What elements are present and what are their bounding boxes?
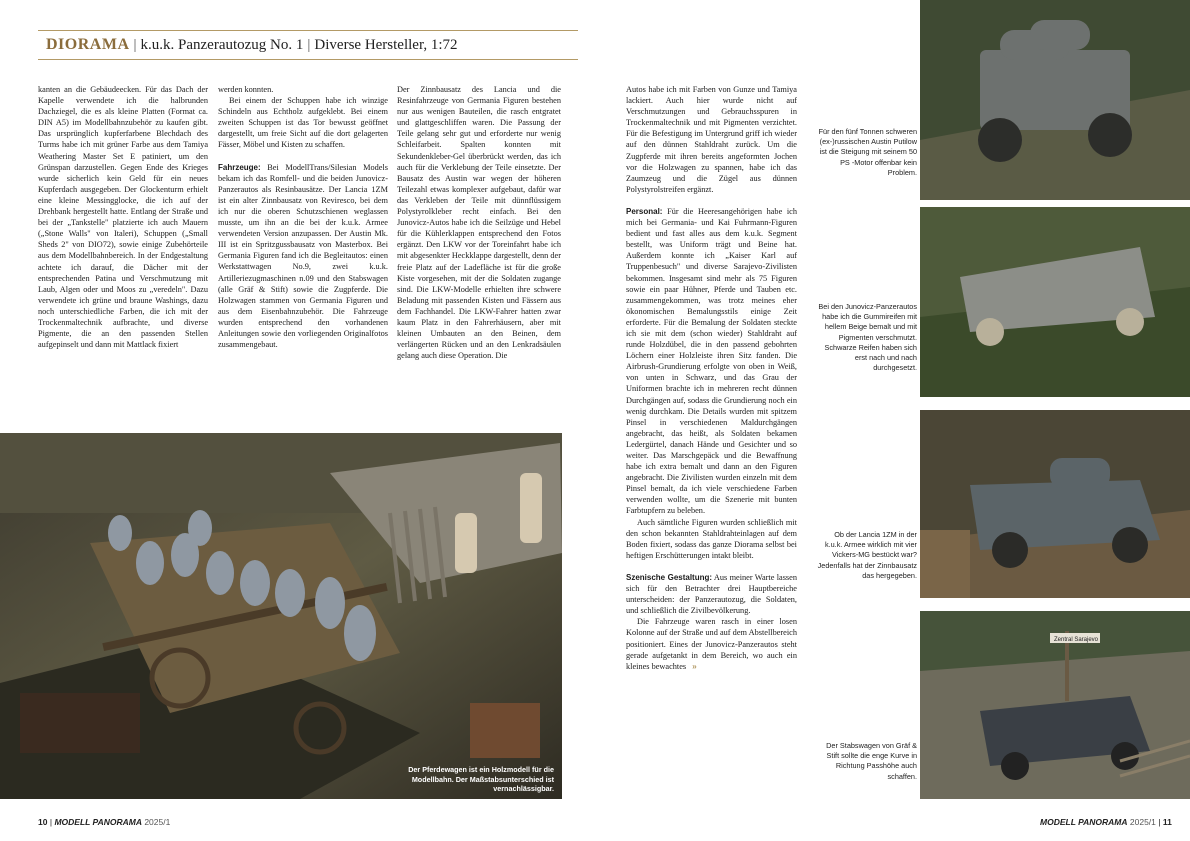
paragraph-text: Bei ModellTrans/Silesian Models bekam ich das Romfell- und die beiden Junovicz-Panzerautos als Resinbausätze. Der Lancia 1ZM ist ein alter Zinnbausatz von Reviresco, bei dem ich nur die oberen Schutzschienen weglassen musste, um ihn an die bei der k.u.k. Armee verwendeten Version anzupassen. Der Austin Mk. III ist ein Spritzgussbausatz von Masterbox. Bei Germania Figuren fand ich die Begleitautos: einen Werkstattwagen No.9, zwei k.u.k. Artilleriezugmaschinen n.09 und den Stabswagen (alle Gräf & Stift) sowie die Zugpferde. Die Holzwagen stammen von Germania Figuren und aus dem Eisenbahnzubehör. Die Fahrzeuge wurden entsprechend den vorhandenen Anleitungen sowie den vorliegenden Originalfotos zusammengebaut.: [218, 162, 388, 350]
article-subtitle: Diverse Hersteller, 1:72: [314, 36, 458, 53]
signpost-text: Zentral Sarajevo: [1054, 637, 1099, 643]
main-photo-horse-wagon: [0, 433, 562, 799]
paragraph: Der Zinnbausatz des Lancia und die Resinfahrzeuge von Germania Figuren bestehen nur aus wenigen Bauteilen, die rasch entgratet und glattgeschliffen waren. Die Passung der Teile gelang sehr gut und erforderte nur wenig Schleifarbeit. Spalten konnten mit Sekundenkleber-Gel überbrückt werden, das ich auch für die Verklebung der Teile einsetzte. Der Bausatz des Austin war wegen der höheren Teilezahl etwas komplexer aufgebaut, dafür war das Verkleben der Teile mit dünnflüssigem Polystyrolkleber recht einfach. Bei den Junovicz-Autos habe ich die Seilzüge und Hebel für die Kühlerklappen entsprechend den Fotos ergänzt. Den LKW vor der Toreinfahrt habe ich mit abgesenkter Heckklappe dargestellt, denn der freie Platz auf der Ladefläche ist für die große Kiste vorgesehen, mit der die Soldaten zugange sind. Die LKW-Modelle erhielten ihre schwere Beladung mit passenden Kisten und Fässern aus dem Fachhandel. Die LKW-Fahrer hatten zwar kaum Platz in den Fahrerhäusern, aber mit kleinen Umbauten an den Beinen, dem verlängerten Rücken und an den Lenkradsäulen gelang auch diese Operation. Die: [397, 85, 561, 361]
keyword-personnel: Personal:: [626, 206, 663, 216]
photo-austin-putilow: [920, 0, 1190, 200]
page-number-right: 11: [1162, 817, 1172, 827]
photo-junovicz: [920, 207, 1190, 397]
keyword-vehicles: Fahrzeuge:: [218, 162, 261, 172]
paragraph: Autos habe ich mit Farben von Gunze und Tamiya lackiert. Auch hier wurde nicht auf Verschmutzungen und Gebrauchsspuren in Trockenmaltechnik und mit Pigmenten verzichtet. Für die Befestigung im Untergrund griff ich wieder auf den dünnen Stahldraht zurück. Um die Zugpferde mit ihren bereits angeformten Jochen vor die Holzwagen zu spannen, habe ich das Zaumzeug und die Zügel aus dünnen Polystyrolstreifen ergänzt.: [626, 85, 797, 194]
photo-illustration: [920, 410, 1190, 598]
main-photo-caption: Der Pferdewagen ist ein Holzmodell für die Modellbahn. Der Maßstabsunterschied ist vernachlässigbar.: [408, 765, 554, 794]
paragraph: Bei einem der Schuppen habe ich winzige Schindeln aus Echtholz aufgeklebt. Bei einem zweiten Schuppen ist das Tor bewusst geöffnet dargestellt, um freie Sicht auf die dort gelagerten Fässer, Möbel und Kisten zu schaffen.: [218, 96, 388, 150]
footer-divider: |: [49, 817, 53, 827]
issue-number: 2025/1: [144, 817, 171, 827]
paragraph: kanten an die Gebäudeecken. Für das Dach der Kapelle verwendete ich die halbrunden Dachziegel, die es als kleine Platten (Format ca. DIN A5) im Modellbahnzubehör zu kaufen gibt. Das ursprünglich kupferfarbene Blechdach des Turms habe ich mit grüner Farbe aus dem Tamiya Weathering Master Set E patiniert, um den Grünspan darzustellen. Gegen Ende des Krieges wurde sicherlich kein Geld für ein neues Kupferdach ausgegeben. Der Glockenturm erhielt eine kleine Messingglocke, die ich auf der Drehbank hergestellt hatte. Entlang der Straße und bei der „Tankstelle" platzierte ich auch Mauern („Stone Walls" von Italeri), Schuppen („Small Sheds 2" von DIO72), sowie einige Zubehörteile aus dem Modellbahnbereich. In der Endgestaltung achtete ich darauf, die Dächer mit der entsprechenden Patina und Verschmutzung mit Laub, Algen oder und Moos zu „veredeln". Dazu verwendete ich grüne und braune Washings, dazu noch unterschiedliche Farben, die ich mit der Trockenmaltechnik aufbrachte, und diverse Pigmente, die an den passenden Stellen aufgepinselt und dann mit Mattlack fixiert: [38, 85, 208, 350]
text-column-2: [218, 84, 388, 424]
continue-arrow: »: [692, 660, 697, 671]
magazine-name: MODELL PANORAMA: [54, 817, 142, 827]
photo-illustration: [920, 207, 1190, 397]
footer-right: [1040, 817, 1172, 827]
header-separator-2: |: [307, 36, 311, 53]
paragraph-text: Aus meiner Warte lassen sich für den Betrachter drei Hauptbereiche unterscheiden: der Panzerautozug, die Soldaten, und schließlich die Zivilbevölkerung.: [626, 572, 797, 616]
text-column-3: [397, 84, 561, 424]
section-header: [38, 30, 578, 60]
header-separator: |: [133, 36, 137, 53]
footer-left: [38, 817, 170, 827]
text-column-1: [38, 84, 208, 424]
photo-illustration: [920, 0, 1190, 200]
keyword-scenic: Szenische Gestaltung:: [626, 572, 713, 582]
paragraph: Auch sämtliche Figuren wurden schließlich mit den schon bekannten Stahldrahteinlagen auf dem Boden fixiert, sodass das ganze Diorama selbst bei heftigen Erschütterungen intakt bleibt.: [626, 517, 797, 560]
photo-staff-car: [920, 611, 1190, 799]
paragraph-text: Für die Heeresangehörigen habe ich mich bei Germania- und Kai Fuhrmann-Figuren bedient und fast alles aus dem k.u.k. Segment bestellt, was Uniform trägt und Beine hat. Außerdem konnte ich „Kaiser Karl auf Truppenbesuch" und diverse Sarajevo-Zivilisten bekommen. Insgesamt sind mehr als 75 Figuren sowie ein paar Hühner, Pferde und Tauben etc. zusammengekommen, was trotz meines eher ökonomischen Bemalungsstils einige Zeit erforderte. Für die Bemalung der Soldaten steckte ich sie mit dem (schon wieder) Stahldraht auf runde Holzdübel, die in den passend gebohrten Löchern einer Holzleiste ihren Sitz fanden. Die Airbrush-Grundierung erfolgte von oben in Weiß, von unten in Schwarz, und das Grau der Uniformen brachte ich in mehreren recht dünnen Durchgängen auf, sodass die Grundierung noch ein wenig durchkam. Die Details wurden mit spitzem Pinsel in verschiedenen Maldurchgängen angebracht, das heißt, als Soldaten bekamen Ledergürtel, danach Hände und Gesichter und so weiter. Das Marschgepäck und die Bewaffnung habe ich extra bemalt und dann an den Figuren angebracht. Die Zivilisten wurden einzeln mit dem Pinsel bemalt, da ich viele verschiedene Farben verwenden wollte, um die Szenerie mit bunten Farbtupfern zu beleben.: [626, 206, 797, 516]
caption-lancia: Ob der Lancia 1ZM in der k.u.k. Armee wirklich mit vier Vickers-MG bestückt war? Jedenfalls hat der Zinnbausatz das hergegeben.: [817, 530, 917, 580]
paragraph-text: Die Fahrzeuge waren rasch in einer losen Kolonne auf der Straße und auf dem Abstellbereich positioniert. Eines der Junovicz-Panzerautos steht gerade aufgetankt in dem Bereich, wo auch ein kleines bewachtes: [626, 617, 797, 671]
paragraph-vehicles: [218, 162, 388, 351]
issue-number: 2025/1: [1129, 817, 1156, 827]
photo-illustration: [0, 433, 562, 799]
paragraph-personnel: [626, 206, 797, 517]
paragraph: werden konnten.: [218, 85, 274, 94]
photo-lancia: [920, 410, 1190, 598]
article-title: k.u.k. Panzerautozug No. 1: [140, 36, 304, 53]
photo-illustration: [920, 611, 1190, 799]
paragraph: [626, 616, 797, 671]
page-number-left: 10: [38, 817, 48, 827]
caption-austin: Für den fünf Tonnen schweren (ex-)russischen Austin Putilow ist die Steigung mit seinem 50 PS -Motor offenbar kein Problem.: [818, 127, 917, 177]
caption-junovicz: Bei den Junovicz-Panzerautos habe ich die Gummireifen mit hellem Beige bemalt und mit Pigmenten verschmutzt. Schwarze Reifen haben sich erst nach und nach durchgesetzt.: [818, 302, 917, 373]
text-column-4: [626, 84, 797, 808]
paragraph-scenic: [626, 572, 797, 616]
footer-divider: |: [1158, 817, 1161, 827]
section-label: DIORAMA: [46, 36, 130, 53]
caption-staff-car: Der Stabswagen von Gräf & Stift sollte die enge Kurve in Richtung Passhöhe auch schaffen.: [826, 741, 917, 781]
magazine-name: MODELL PANORAMA: [1040, 817, 1128, 827]
